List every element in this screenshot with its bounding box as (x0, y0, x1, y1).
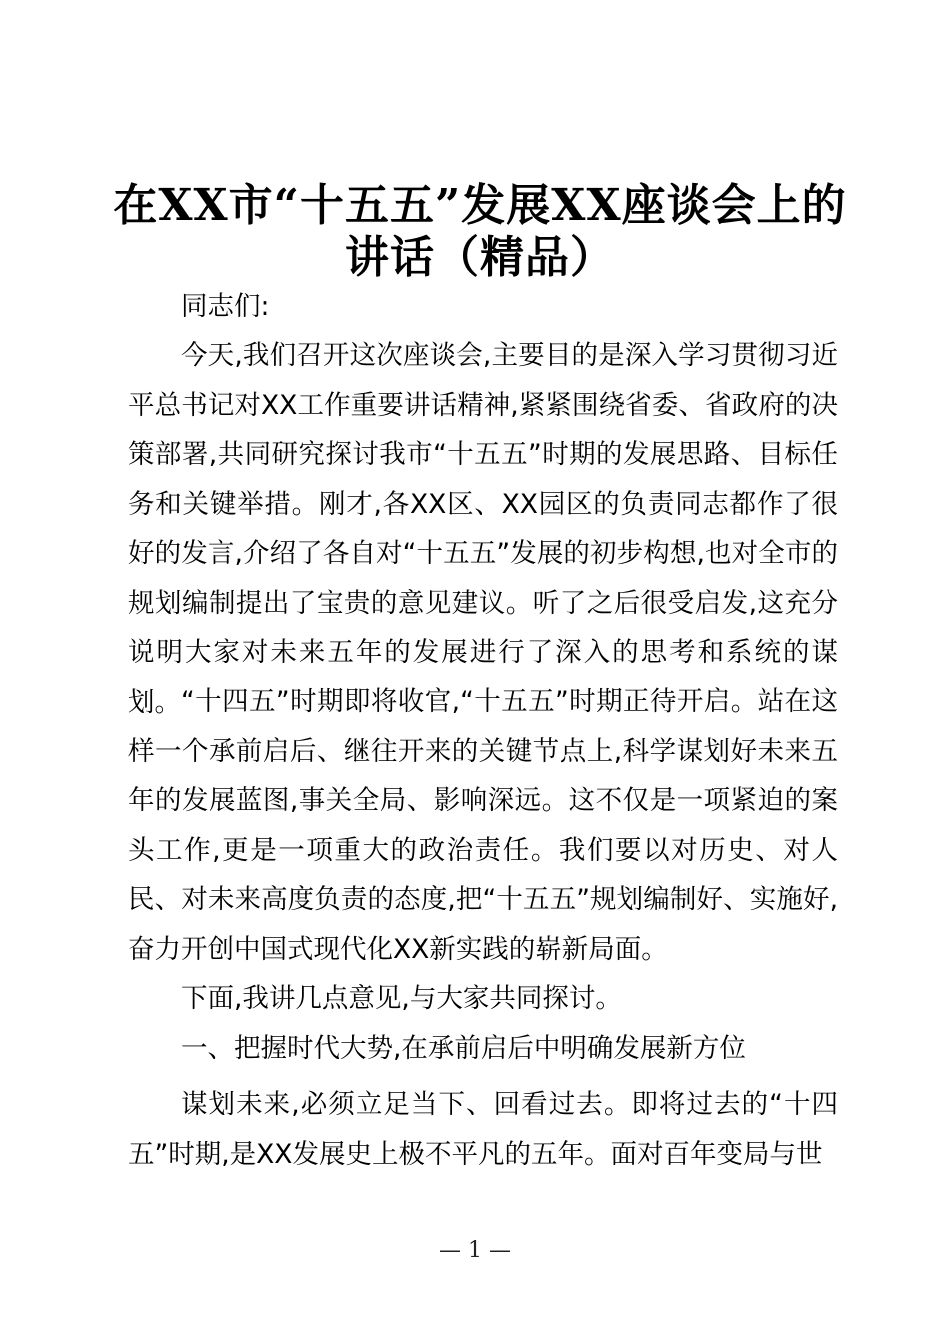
body-paragraph-3: 下面,我讲几点意见,与大家共同探讨。 (181, 983, 622, 1014)
greeting: 同志们: (181, 291, 270, 322)
document-title-line-2: 讲话（精品） (345, 232, 615, 283)
section-paragraph: 谋划未来,必须立足当下、回看过去。即将过去的“十四五”时期,是XX发展史上极不平凡的五年。面对百年变局与世 (128, 1089, 838, 1170)
body-paragraph-2: “十四五”时期即将收官,“十五五”时期正待开启。站在这样一个承前启后、继往开来的关键节点上,科学谋划好未来五年的发展蓝图,事关全局、影响深远。这不仅是一项紧迫的案头工作,更是一项重大的政治责任。我们要以对历史、对人民、对未来高度负责的态度,把“十五五”规划编制好、实施好,奋力开创中国式现代化XX新实践的崭新局面。 (128, 686, 838, 965)
page-number: — 1 — (439, 1238, 511, 1263)
document-title-line-1: 在XX市“十五五”发展XX座谈会上的 (113, 180, 847, 231)
section-heading: 一、把握时代大势,在承前启后中明确发展新方位 (181, 1033, 746, 1064)
body-paragraph-1: 今天,我们召开这次座谈会,主要目的是深入学习贯彻习近平总书记对XX工作重要讲话精神,紧紧围绕省委、省政府的决策部署,共同研究探讨我市“十五五”时期的发展思路、目标任务和关键举措。刚才,各XX区、XX园区的负责同志都作了很好的发言,介绍了各自对“十五五”发展的初步构想,也对全市的规划编制提出了宝贵的意见建议。听了之后很受启发,这充分说明大家对未来五年的发展进行了深入的思考和系统的谋划。 (128, 340, 838, 718)
